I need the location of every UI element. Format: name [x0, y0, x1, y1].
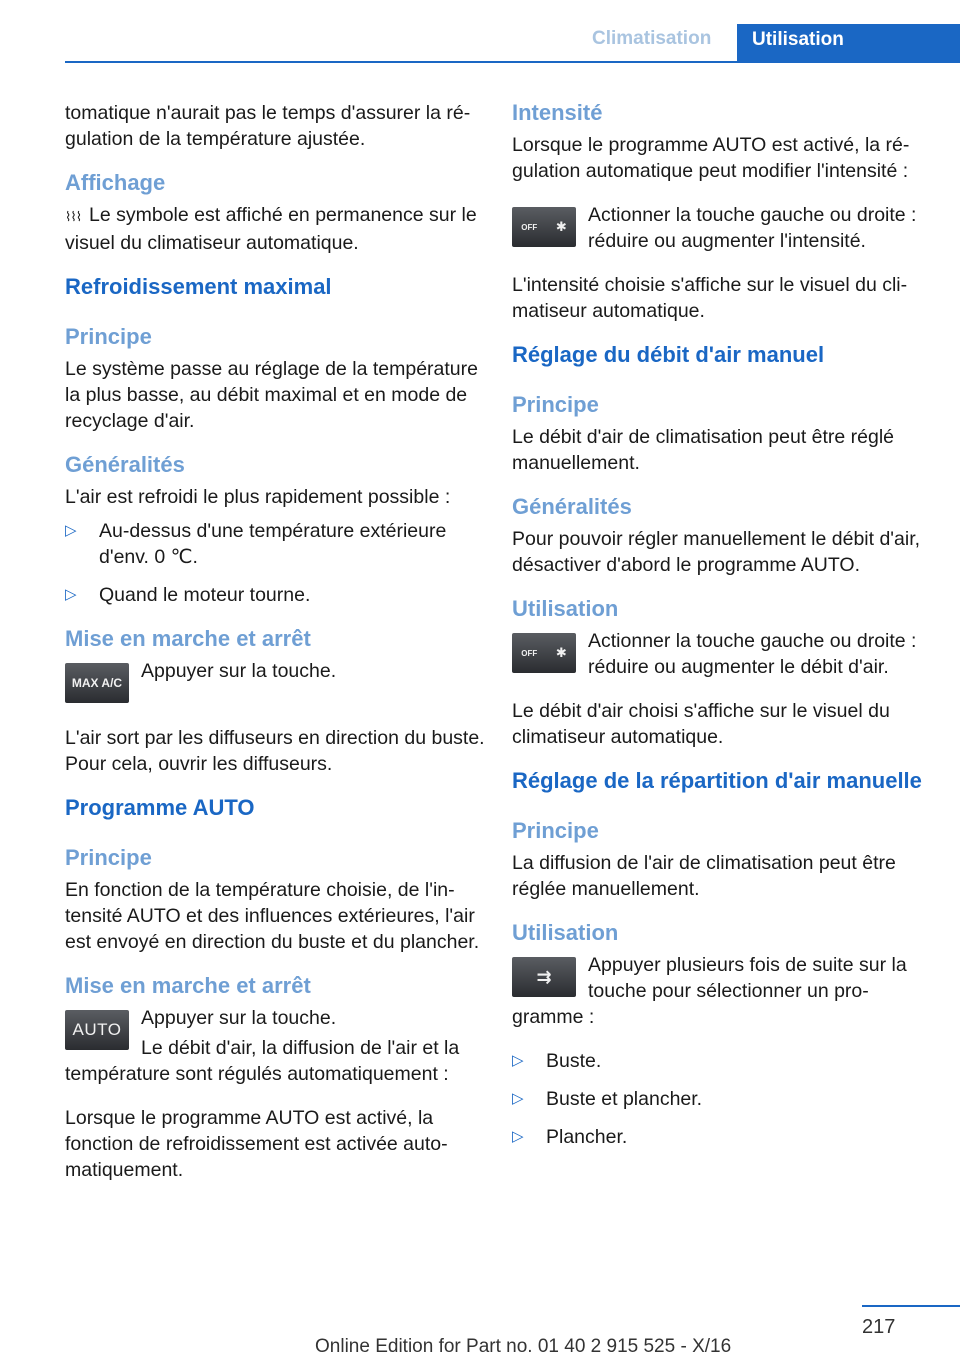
- intensite-paragraph: Lorsque le programme AUTO est activé, la régulation automatique peut modifier l'intensité :: [512, 134, 910, 182]
- debit-utilisation-heading: Utilisation: [512, 596, 619, 621]
- triangle-bullet-icon: ▷: [65, 586, 77, 603]
- debit-instruction: [512, 628, 932, 680]
- footer-rule: [862, 1305, 960, 1307]
- edition-footer: Online Edition for Part no. 01 40 2 915 525 - X/16: [315, 1336, 732, 1357]
- debit-generalites-paragraph: Pour pouvoir régler manuellement le débit d'air, désactiver d'abord le programme AUTO.: [512, 528, 921, 576]
- triangle-bullet-icon: ▷: [65, 522, 77, 539]
- affichage-heading: Affichage: [65, 170, 166, 195]
- list-item: ▷ Buste et plancher.: [512, 1088, 703, 1110]
- auto-instruction: [65, 1005, 485, 1087]
- list-item: ▷ Buste.: [512, 1050, 602, 1072]
- principe-paragraph: Le système passe au réglage de la température la plus basse, au débit maximal et en mode de recyclage d'air.: [65, 358, 478, 432]
- generalites-heading: Généralités: [65, 452, 185, 477]
- header-chapter-tab: Utilisation: [737, 24, 960, 62]
- max-ac-instruction: [65, 658, 485, 707]
- fan-icon: ✱: [555, 219, 567, 234]
- repartition-instruction: [512, 952, 932, 1030]
- auto-principe-heading: Principe: [65, 845, 152, 870]
- generalites-list: [65, 518, 485, 608]
- affichage-paragraph: ⌇⌇⌇ Le symbole est affiché en permanence sur le visuel du climatiseur automatique.: [65, 204, 477, 254]
- intensite-instruction-text: Actionner la touche gauche ou droite : réduire ou augmenter l'intensité.: [588, 204, 917, 252]
- max-ac-instruction-text: Appuyer sur la touche.: [141, 660, 337, 682]
- list-item: ▷ Au-dessus d'une température extérieure d'env. 0 ℃.: [65, 520, 447, 568]
- auto-principe-paragraph: En fonction de la température choisie, de l'intensité AUTO et des influences extérieures, l'air est envoyé en direction du buste et du plancher.: [65, 879, 480, 953]
- intensite-heading: Intensité: [512, 100, 603, 125]
- air-distribution-button-image: [512, 957, 576, 997]
- debit-paragraph-2: Le débit d'air choisi s'affiche sur le visuel du climatiseur automatique.: [512, 700, 890, 748]
- heat-wave-icon: ⌇⌇⌇: [65, 209, 82, 224]
- max-ac-button-image: MAX A/C: [65, 663, 129, 703]
- repartition-heading: Réglage de la répartition d'air manuelle: [512, 768, 922, 793]
- page-number: 217: [862, 1316, 896, 1338]
- left-column: [65, 100, 485, 1201]
- repartition-principe-heading: Principe: [512, 818, 599, 843]
- refroidissement-heading: Refroidissement maximal: [65, 274, 332, 299]
- debit-principe-paragraph: Le débit d'air de climatisation peut être réglé manuellement.: [512, 426, 895, 474]
- auto-final-paragraph: Lorsque le programme AUTO est activé, la fonction de refroidissement est activée automatiquement.: [65, 1107, 448, 1181]
- header-section-title: Climatisation: [592, 28, 712, 49]
- diffuseurs-paragraph: L'air sort par les diffuseurs en direction du buste. Pour cela, ouvrir les diffuseurs.: [65, 727, 485, 775]
- intensite-paragraph-2: L'intensité choisie s'affiche sur le visuel du climatiseur automatique.: [512, 274, 908, 322]
- debit-heading: Réglage du débit d'air manuel: [512, 342, 825, 367]
- fan-button-image: OFF ✱: [512, 207, 576, 247]
- right-column: [512, 100, 932, 1168]
- fan-button-image: OFF ✱: [512, 633, 576, 673]
- repartition-utilisation-heading: Utilisation: [512, 920, 619, 945]
- air-distribution-icon: ⇉: [536, 966, 552, 987]
- generalites-paragraph: L'air est refroidi le plus rapidement possible :: [65, 486, 451, 508]
- auto-instruction-text: Appuyer sur la touche.: [141, 1007, 337, 1029]
- repartition-instruction-text: Appuyer plusieurs fois de suite sur la touche pour sélectionner un programme :: [512, 954, 907, 1028]
- triangle-bullet-icon: ▷: [512, 1128, 524, 1145]
- debit-principe-heading: Principe: [512, 392, 599, 417]
- list-item: ▷ Quand le moteur tourne.: [65, 584, 311, 606]
- mise-en-marche-heading: Mise en marche et arrêt: [65, 626, 311, 651]
- list-item: ▷ Plancher.: [512, 1126, 628, 1148]
- triangle-bullet-icon: ▷: [512, 1090, 524, 1107]
- header-rule: [65, 61, 960, 63]
- intro-paragraph: tomatique n'aurait pas le temps d'assurer la régulation de la température ajustée.: [65, 102, 471, 150]
- auto-button-image: AUTO: [65, 1010, 129, 1050]
- debit-instruction-text: Actionner la touche gauche ou droite : réduire ou augmenter le débit d'air.: [588, 630, 917, 678]
- repartition-list: [512, 1048, 932, 1150]
- repartition-principe-paragraph: La diffusion de l'air de climatisation peut être réglée manuellement.: [512, 852, 896, 900]
- triangle-bullet-icon: ▷: [512, 1052, 524, 1069]
- intensite-instruction: [512, 202, 932, 254]
- principe-heading: Principe: [65, 324, 152, 349]
- auto-mise-en-marche-heading: Mise en marche et arrêt: [65, 973, 311, 998]
- fan-icon: ✱: [555, 645, 567, 660]
- debit-generalites-heading: Généralités: [512, 494, 632, 519]
- page-header: [0, 0, 960, 62]
- programme-auto-heading: Programme AUTO: [65, 795, 255, 820]
- auto-instruction-text-2: Le débit d'air, la diffusion de l'air et la température sont régulés automatiquement :: [65, 1037, 460, 1085]
